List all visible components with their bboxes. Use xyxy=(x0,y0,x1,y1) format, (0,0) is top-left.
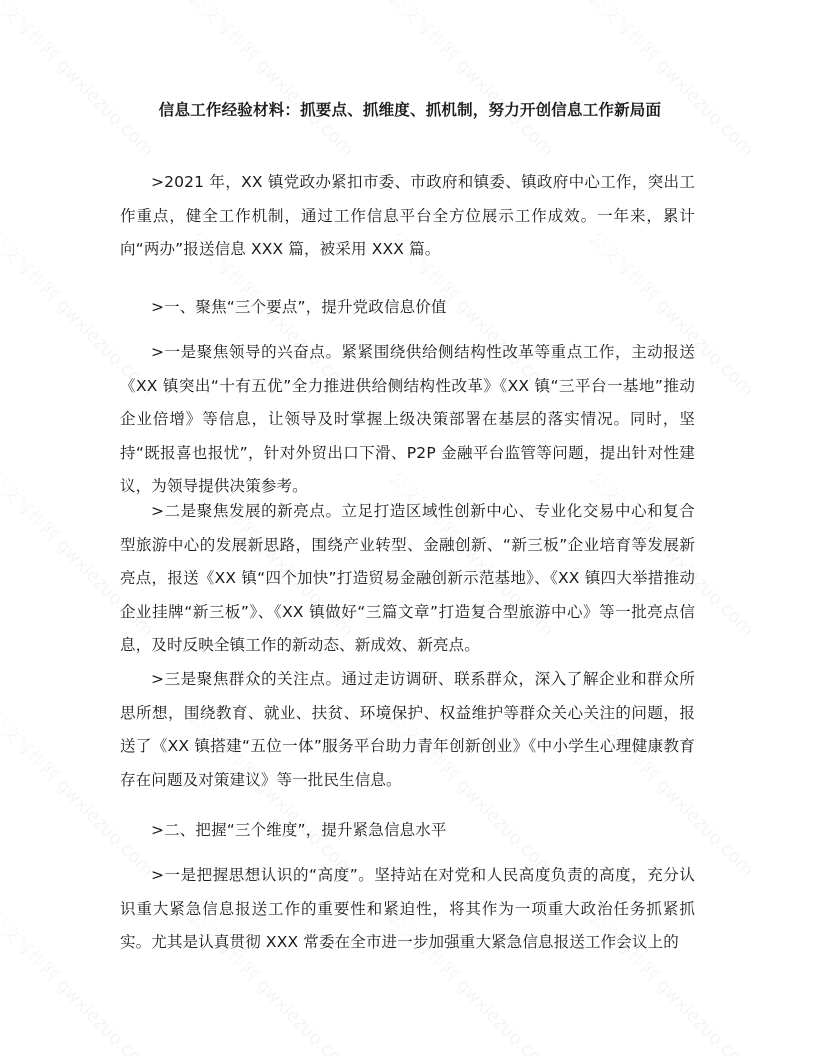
section-heading-1: >一、聚焦“三个要点”，提升党政信息价值 xyxy=(151,298,447,316)
paragraph-1-1: >一是聚焦领导的兴奋点。紧紧围绕供给侧结构性改革等重点工作，主动报送《XX 镇突出“十有五优”全力推进供给侧结构性改革》《XX 镇“三平台一基地”推动企业倍增》等信息，让领导及时掌握上级决策部署在基层的落实情况。同时，坚持“既报喜也报忧”，针对外贸出口下滑、P2P 金融平台监管等问题，提出针对性建议，为领导提供决策参考。 xyxy=(120,343,695,495)
section-heading-2: >二、把握“三个维度”，提升紧急信息水平 xyxy=(151,821,447,839)
watermark xyxy=(0,0,161,162)
paragraph-intro: >2021 年，XX 镇党政办紧扣市委、市政府和镇委、镇政府中心工作，突出工作重点，健全工作机制，通过工作信息平台全方位展示工作成效。一年来，累计向“两办”报送信息 XXX 篇，被采用 XXX 篇。 xyxy=(120,173,695,258)
document-title: 信息工作经验材料：抓要点、抓维度、抓机制，努力开创信息工作新局面 xyxy=(158,101,662,119)
paragraph-1-3: >三是聚焦群众的关注点。通过走访调研、联系群众，深入了解企业和群众所思所想，围绕教育、就业、扶贫、环境保护、权益维护等群众关心关注的问题，报送了《XX 镇搭建“五位一体”服务平台助力青年创新创业》《中小学生心理健康教育存在问题及对策建议》等一批民生信息。 xyxy=(120,670,695,789)
paragraph-2-1: >一是把握思想认识的“高度”。坚持站在对党和人民高度负责的高度，充分认识重大紧急信息报送工作的重要性和紧迫性，将其作为一项重大政治任务抓紧抓实。尤其是认真贯彻 XXX 常委在全市进一步加强重大紧急信息报送工作会议上的 xyxy=(120,866,695,951)
paragraph-1-2: >二是聚焦发展的新亮点。立足打造区域性创新中心、专业化交易中心和复合型旅游中心的发展新思路，围绕产业转型、金融创新、“新三板”企业培育等发展新亮点，报送《XX 镇“四个加快”打造贸易金融创新示范基地》、《XX 镇四大举措推动企业挂牌“新三板”》、《XX 镇做好“三篇文章”打造复合型旅游中心》等一批亮点信息，及时反映全镇工作的新动态、新成效、新亮点。 xyxy=(120,502,695,654)
watermark xyxy=(384,0,561,162)
watermark xyxy=(184,0,361,162)
watermark xyxy=(584,0,761,162)
